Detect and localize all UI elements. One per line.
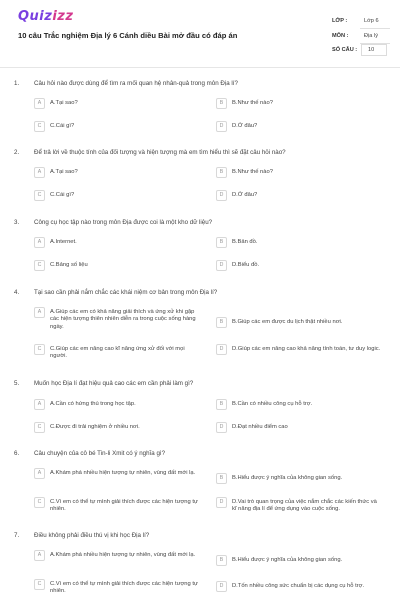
option-text: C.Bảng số liệu — [50, 262, 88, 268]
option-text: A.Tại sao? — [50, 169, 78, 175]
option-text: D.Tốn nhiều công sức chuẩn bị các dụng cụ hỗ trợ. — [232, 583, 365, 589]
question-number: 4. — [14, 289, 20, 296]
option-text: C.Được đi trải nghiệm ở nhiều nơi. — [50, 424, 140, 430]
question-text: Công cụ học tập nào trong môn Địa được coi là một kho dữ liệu? — [34, 219, 213, 226]
meta-subject — [330, 29, 390, 44]
option-letter-badge: D — [216, 344, 227, 355]
option-letter-badge: B — [216, 473, 227, 484]
option-letter-badge: B — [216, 237, 227, 248]
meta-grade-value: Lớp 6 — [364, 18, 379, 24]
option-text: A.Cần có hứng thú trong học tập. — [50, 401, 136, 407]
option-text: C.Vì em có thể tự mình giải thích được các hiện tượng tự nhiên. — [50, 499, 198, 513]
option-letter-badge: B — [216, 317, 227, 328]
option-letter-badge: A — [34, 98, 45, 109]
meta-grade — [330, 14, 390, 29]
option-text: B.Như thế nào? — [232, 169, 273, 175]
option-letter-badge: A — [34, 468, 45, 479]
option-text: A.Internet. — [50, 239, 77, 245]
option-letter-badge: C — [34, 344, 45, 355]
option-text: A.Tại sao? — [50, 100, 78, 106]
meta-subject-label: MÔN : — [332, 33, 349, 39]
option-text: A.Khám phá nhiều hiện tượng tự nhiên, vùng đất mới lạ. — [50, 552, 196, 558]
option-letter-badge: C — [34, 260, 45, 271]
option-text: C.Vì em có thể tự mình giải thích được các hiện tượng tự nhiên. — [50, 581, 198, 595]
option-letter-badge: B — [216, 399, 227, 410]
option-letter-badge: B — [216, 555, 227, 566]
worksheet-header — [0, 0, 400, 68]
option-letter-badge: C — [34, 190, 45, 201]
option-letter-badge: D — [216, 190, 227, 201]
option-text: A.Giúp các em có khả năng giải thích và ứng xử khi gặp các hiện tượng thiên nhiên diễn ra trong cuộc sống hàng ngày. — [50, 309, 196, 330]
option-letter-badge: B — [216, 98, 227, 109]
option-letter-badge: D — [216, 260, 227, 271]
question-text: Câu chuyện của cô bé Tin-li Xmit có ý nghĩa gì? — [34, 450, 166, 457]
question-number: 6. — [14, 450, 20, 457]
option-text: D.Ở đâu? — [232, 192, 258, 198]
option-text: B.Hiểu được ý nghĩa của không gian sống. — [232, 475, 343, 481]
question-number: 3. — [14, 219, 20, 226]
option-letter-badge: C — [34, 121, 45, 132]
option-letter-badge: C — [34, 497, 45, 508]
question-text: Muốn học Địa lí đạt hiệu quả cao các em cần phải làm gì? — [34, 380, 194, 387]
quizizz-logo — [18, 9, 73, 24]
question-text: Để trả lời về thuộc tính của đối tượng và hiện tượng mà em tìm hiểu thì sẽ đặt câu hỏi nào? — [34, 149, 286, 156]
option-text: C.Cái gì? — [50, 192, 75, 198]
worksheet-title: 10 câu Trắc nghiệm Địa lý 6 Cánh diều Bài mở đầu có đáp án — [18, 31, 238, 40]
option-text: D.Đạt nhiều điểm cao — [232, 424, 288, 430]
option-text: D.Biểu đồ. — [232, 262, 260, 268]
question-number: 2. — [14, 149, 20, 156]
option-text: B.Cần có nhiều công cụ hỗ trợ. — [232, 401, 313, 407]
meta-count-value: 10 — [361, 44, 387, 56]
option-letter-badge: D — [216, 581, 227, 592]
option-text: D.Giúp các em nâng cao khả năng tính toán, tư duy logic. — [232, 346, 381, 352]
option-text: A.Khám phá nhiều hiện tượng tự nhiên, vùng đất mới lạ. — [50, 470, 196, 476]
meta-subject-value: Địa lý — [364, 33, 378, 39]
question-text: Câu hỏi nào được dùng để tìm ra mối quan hệ nhân-quả trong môn Địa lí? — [34, 80, 238, 87]
option-text: B.Bản đồ. — [232, 239, 258, 245]
question-number: 7. — [14, 532, 20, 539]
meta-question-count — [330, 43, 390, 58]
option-letter-badge: A — [34, 237, 45, 248]
question-text: Điều không phải điều thú vị khi học Địa lí? — [34, 532, 150, 539]
option-text: B.Giúp các em được du lịch thật nhiều nơi. — [232, 319, 343, 325]
option-letter-badge: C — [34, 579, 45, 590]
option-letter-badge: A — [34, 550, 45, 561]
option-text: D.Vai trò quan trọng của việc nắm chắc các kiến thức và kĩ năng địa lí để ứng dụng vào cuộc sống. — [232, 499, 377, 513]
meta-count-label: SỐ CÂU : — [332, 47, 358, 53]
question-number: 1. — [14, 80, 20, 87]
option-letter-badge: A — [34, 399, 45, 410]
option-letter-badge: D — [216, 422, 227, 433]
option-letter-badge: D — [216, 497, 227, 508]
option-text: B.Hiểu được ý nghĩa của không gian sống. — [232, 557, 343, 563]
option-letter-badge: D — [216, 121, 227, 132]
option-letter-badge: A — [34, 307, 45, 318]
option-letter-badge: B — [216, 167, 227, 178]
logo-text-part1: Quiz — [18, 9, 53, 24]
option-text: B.Như thế nào? — [232, 100, 273, 106]
meta-grade-label: LỚP : — [332, 18, 348, 24]
option-text: D.Ở đâu? — [232, 123, 258, 129]
logo-text-part2: izz — [52, 9, 74, 24]
option-letter-badge: A — [34, 167, 45, 178]
option-letter-badge: C — [34, 422, 45, 433]
question-text: Tại sao cần phải nắm chắc các khái niệm cơ bản trong môn Địa lí? — [34, 289, 218, 296]
option-text: C.Cái gì? — [50, 123, 75, 129]
question-number: 5. — [14, 380, 20, 387]
option-text: C.Giúp các em nâng cao kĩ năng ứng xử đối với mọi người. — [50, 346, 185, 360]
